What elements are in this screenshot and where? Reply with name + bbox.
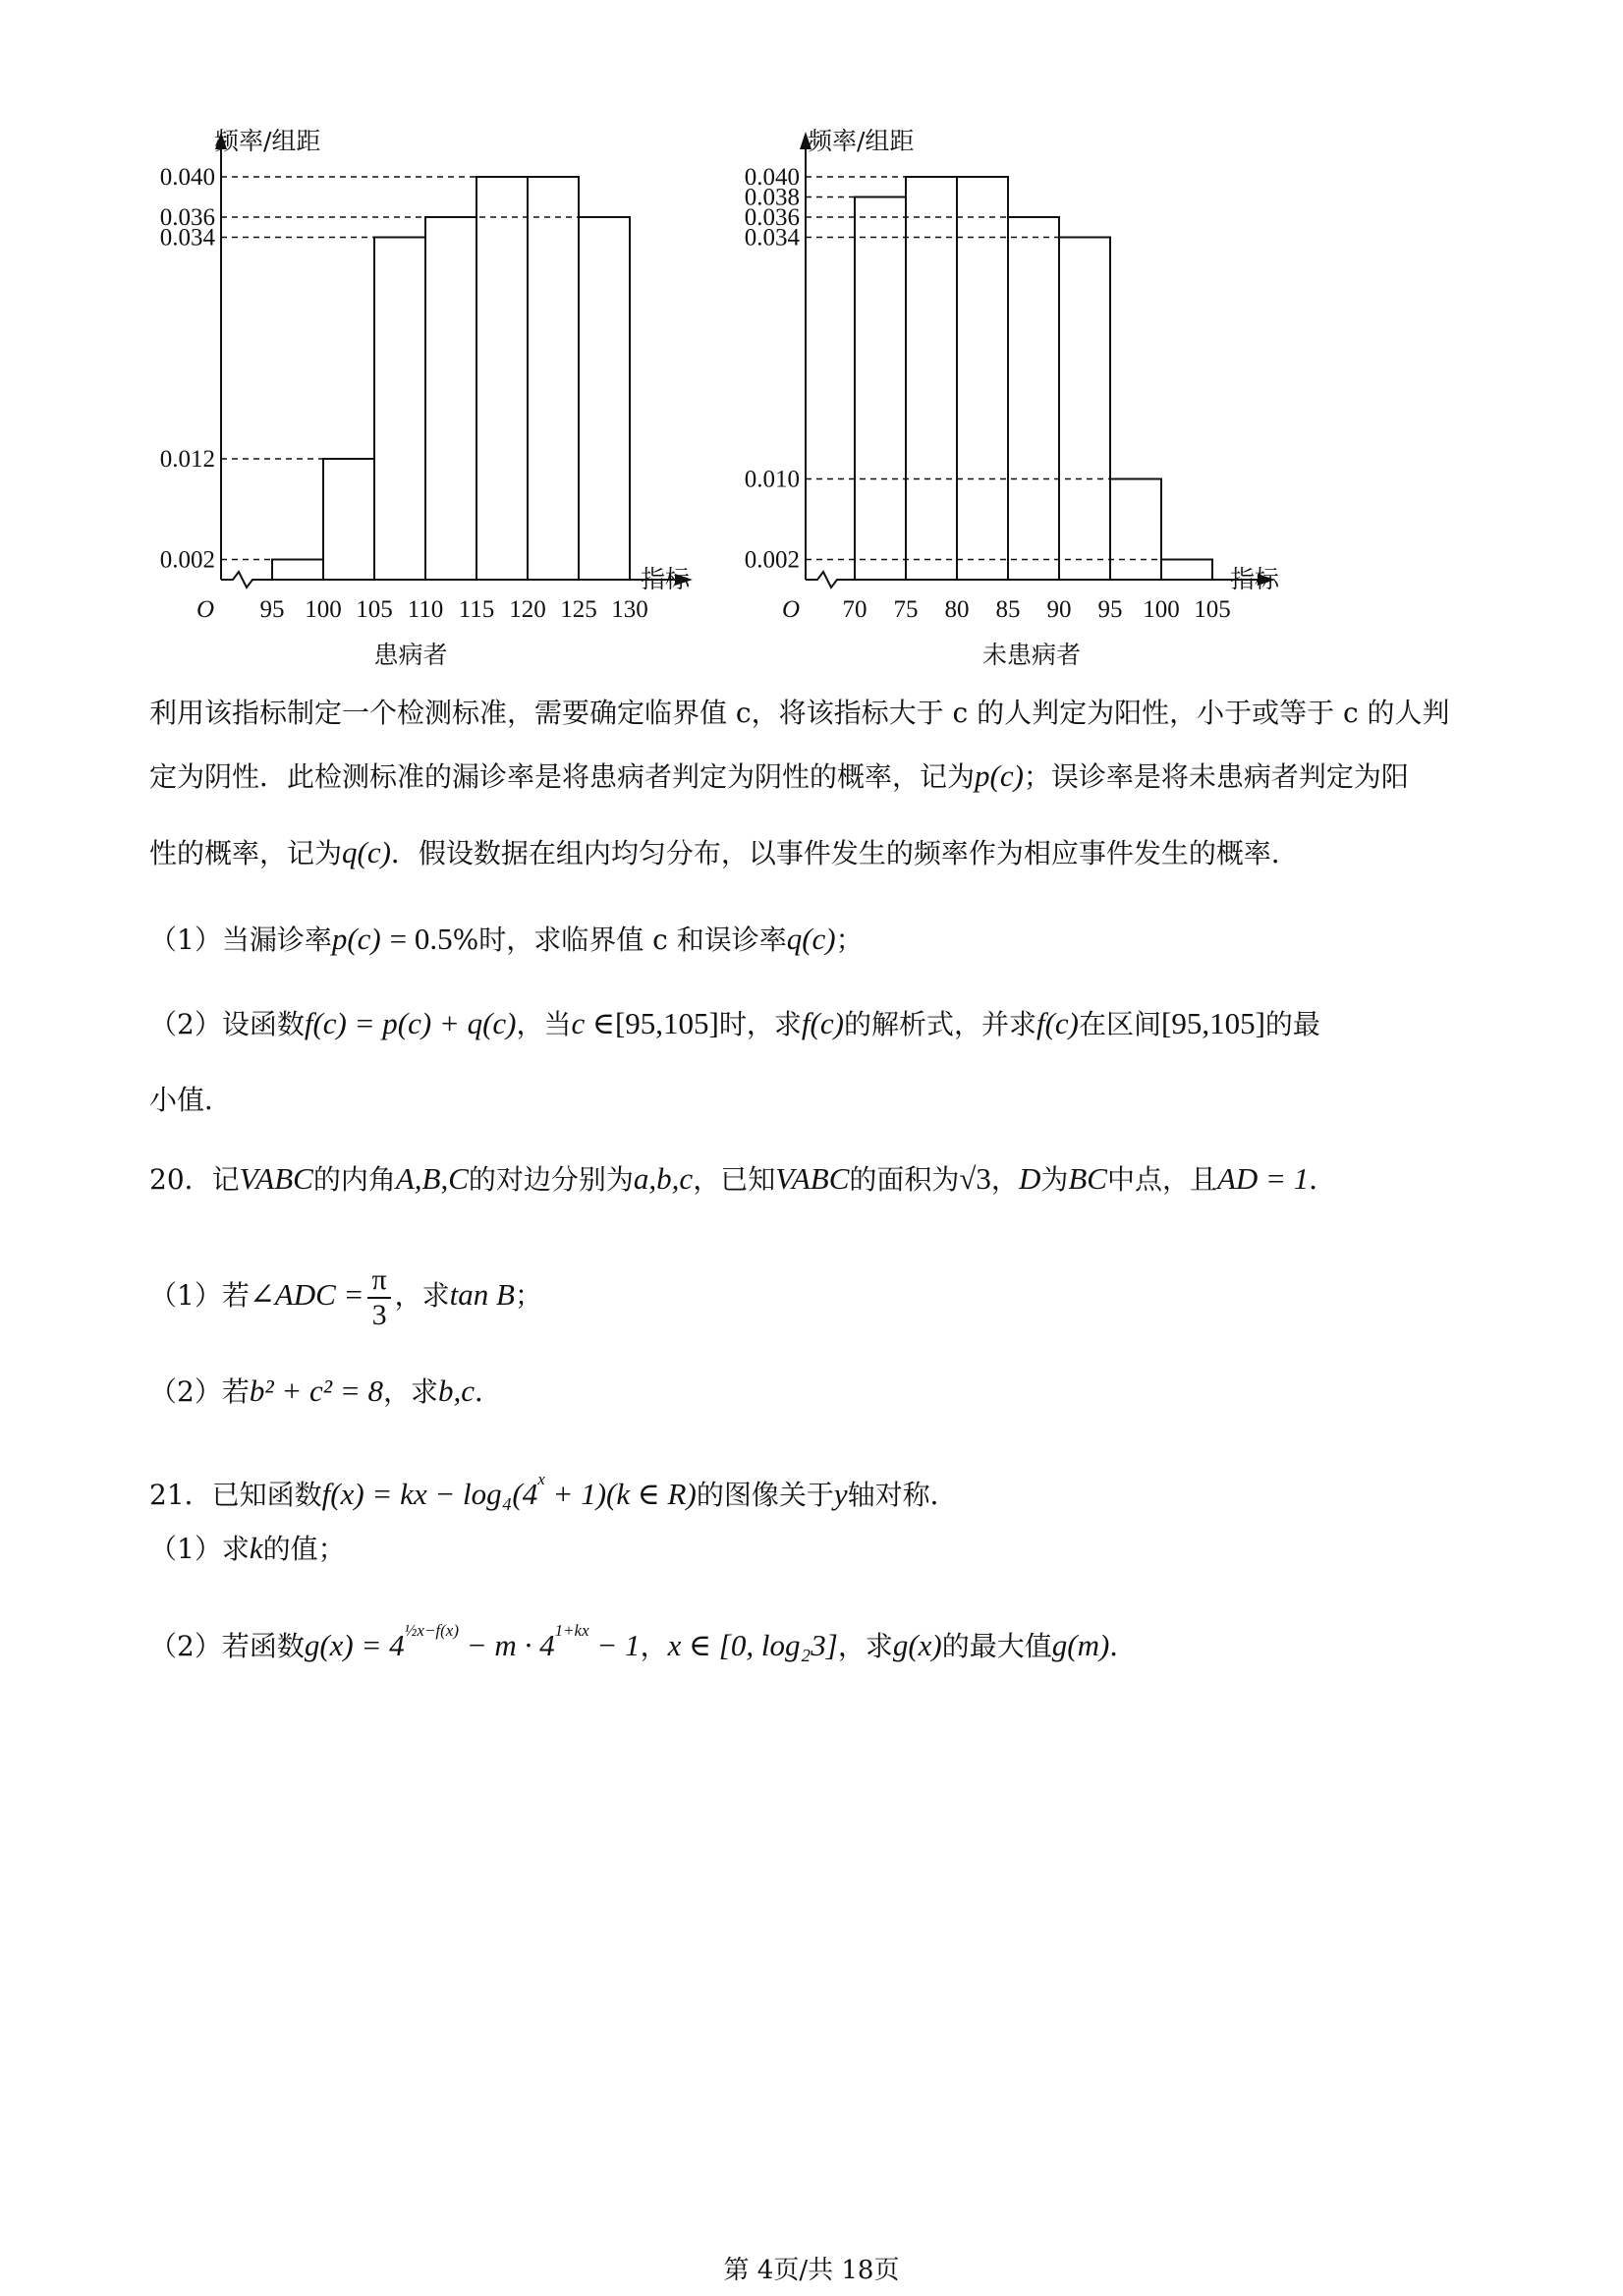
histogram-diseased-guides bbox=[221, 177, 579, 560]
histogram-bar bbox=[425, 217, 476, 580]
y-tick-label: 0.036 bbox=[744, 204, 800, 231]
question-21-part-1: （1）求k的值； bbox=[149, 1531, 346, 1565]
y-tick-label: 0.002 bbox=[159, 546, 215, 574]
question-19-part-2-cont: 小值． bbox=[149, 1084, 233, 1116]
x-tick-label: 105 bbox=[1194, 596, 1231, 623]
y-tick-label: 0.040 bbox=[159, 164, 215, 191]
histogram-diseased-x-ticks bbox=[260, 596, 648, 623]
y-tick-label: 0.012 bbox=[159, 446, 215, 473]
x-tick-label: 120 bbox=[509, 596, 546, 623]
x-tick-label: 70 bbox=[842, 596, 867, 623]
histogram-bar bbox=[1008, 217, 1059, 580]
question-20-part-2: （2）若b² + c² = 8，求b,c． bbox=[149, 1373, 503, 1408]
fraction-pi-over-3: $\frac{\pi}{3}$ bbox=[367, 1263, 390, 1332]
paragraph-1-line-3: 性的概率，记为q(c)．假设数据在组内均匀分布，以事件发生的频率作为相应事件发生的概率． bbox=[149, 835, 1299, 869]
histogram-diseased-axes bbox=[215, 132, 693, 588]
x-tick-label: 100 bbox=[305, 596, 342, 623]
x-axis bbox=[806, 572, 1271, 588]
x-tick-label: 125 bbox=[560, 596, 597, 623]
x-tick-label: 95 bbox=[259, 596, 285, 623]
histogram-bar bbox=[323, 459, 374, 580]
x-tick-label: 100 bbox=[1143, 596, 1180, 623]
x-tick-label: 130 bbox=[611, 596, 648, 623]
chart-caption: 未患病者 bbox=[981, 641, 1082, 669]
histogram-healthy-guides bbox=[806, 177, 1161, 560]
page-footer: 第 4页/共 18页 bbox=[723, 2256, 900, 2285]
histogram-diseased-y-ticks bbox=[160, 164, 216, 574]
histogram-bar bbox=[855, 197, 906, 581]
question-21: 21．已知函数f(x) = kx − $\log_4(4^x + 1)(k$ ∈ R)的图像关于y轴对称． bbox=[149, 1470, 958, 1511]
x-tick-label: 75 bbox=[893, 596, 919, 623]
origin-label: O bbox=[196, 596, 215, 623]
x-axis bbox=[221, 572, 689, 588]
y-tick-label: 0.036 bbox=[159, 204, 215, 231]
x-tick-label: 85 bbox=[995, 596, 1021, 623]
y-tick-label: 0.002 bbox=[744, 546, 800, 574]
x-tick-label: 90 bbox=[1046, 596, 1072, 623]
histogram-bar bbox=[272, 560, 323, 581]
histogram-bar bbox=[374, 238, 425, 581]
origin-label: O bbox=[782, 596, 801, 623]
histogram-healthy-y-ticks bbox=[745, 164, 801, 574]
x-tick-label: 80 bbox=[944, 596, 970, 623]
histogram-bar bbox=[1110, 479, 1161, 581]
y-tick-label: 0.038 bbox=[744, 184, 800, 211]
y-tick-label: 0.040 bbox=[744, 164, 800, 191]
histogram-bar bbox=[579, 217, 630, 580]
y-tick-label: 0.034 bbox=[159, 224, 215, 252]
x-axis-label: 指标 bbox=[641, 565, 691, 593]
histogram-diseased-bars bbox=[272, 177, 630, 580]
histogram-diseased bbox=[138, 118, 691, 688]
histogram-diseased-svg bbox=[138, 118, 691, 688]
histogram-bar bbox=[1059, 238, 1110, 581]
histogram-healthy-axes bbox=[800, 132, 1275, 588]
y-axis-label: 频率/组距 bbox=[214, 127, 321, 155]
x-axis-label: 指标 bbox=[1230, 565, 1280, 593]
x-tick-label: 115 bbox=[458, 596, 495, 623]
histogram-bar bbox=[528, 177, 579, 580]
chart-caption: 患病者 bbox=[373, 641, 448, 669]
histogram-bar bbox=[1161, 560, 1212, 581]
y-axis-label: 频率/组距 bbox=[808, 127, 915, 155]
histogram-healthy-x-ticks bbox=[843, 596, 1231, 623]
histogram-healthy-svg bbox=[717, 118, 1280, 688]
histogram-healthy bbox=[717, 118, 1280, 688]
question-20: 20．记VABC的内角A,B,C的对边分别为a,b,c，已知VABC的面积为√3，D为BC中点，且AD = 1． bbox=[149, 1161, 1337, 1196]
histogram-bar bbox=[476, 177, 528, 580]
y-tick-label: 0.034 bbox=[744, 224, 800, 252]
paragraph-1-line-2: 定为阴性．此检测标准的漏诊率是将患病者判定为阴性的概率，记为p(c)；误诊率是将未患病者判定为阳 bbox=[149, 758, 1409, 793]
paragraph-1-line-1: 利用该指标制定一个检测标准，需要确定临界值 c，将该指标大于 c 的人判定为阳性，小于或等于 c 的人判 bbox=[149, 697, 1450, 729]
question-19-part-1: （1）当漏诊率p(c) = 0.5%时，求临界值 c 和误诊率q(c)； bbox=[149, 922, 864, 956]
question-19-part-2: （2）设函数f(c) = p(c) + q(c)，当c ∈[95,105]时，求f(c)的解析式，并求f(c)在区间[95,105]的最 bbox=[149, 1006, 1320, 1040]
x-tick-label: 95 bbox=[1097, 596, 1123, 623]
question-21-part-2: （2）若函数$g(x) = 4^{\frac{1}{2}x-f(x)} - m \cdot 4^{1+kx} - 1$，x ∈ [0, log₂3]，求g(x)的最大值g(m)． bbox=[149, 1621, 1138, 1662]
x-tick-label: 110 bbox=[407, 596, 444, 623]
y-tick-label: 0.010 bbox=[744, 466, 800, 493]
question-20-part-1: （1）若∠ADC = $\frac{\pi}{3}$ ，求tan B； bbox=[149, 1262, 542, 1331]
x-tick-label: 105 bbox=[356, 596, 393, 623]
